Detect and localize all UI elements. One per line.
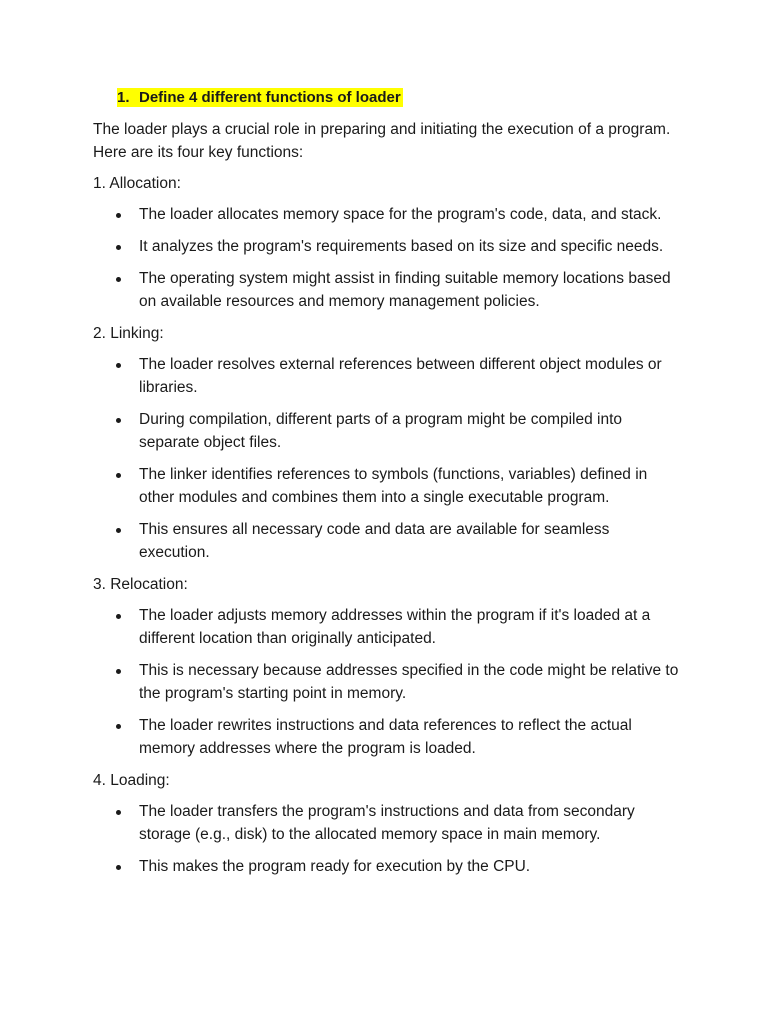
section-title: 2. Linking: xyxy=(93,325,164,342)
list-item-text: During compilation, different parts of a program might be compiled into separate object files. xyxy=(139,411,623,451)
list-item xyxy=(93,408,683,454)
list-item xyxy=(93,714,683,760)
bullet-icon xyxy=(116,810,121,815)
section-title: 4. Loading: xyxy=(93,772,170,789)
list-item xyxy=(93,604,683,650)
section-title: 1. Allocation: xyxy=(93,175,181,192)
list-item xyxy=(93,855,683,878)
bullet-icon xyxy=(116,473,121,478)
intro-paragraph: The loader plays a crucial role in preparing and initiating the execution of a program. Here are its four key functions: xyxy=(93,121,671,161)
bullet-icon xyxy=(116,363,121,368)
list-item-text: It analyzes the program's requirements based on its size and specific needs. xyxy=(139,238,664,255)
question-highlight xyxy=(117,88,403,107)
bullet-list xyxy=(93,800,683,878)
list-item xyxy=(93,800,683,846)
list-item xyxy=(93,659,683,705)
question-heading xyxy=(117,88,683,108)
bullet-icon xyxy=(116,865,121,870)
list-item-text: The loader allocates memory space for the program's code, data, and stack. xyxy=(139,206,662,223)
list-item-text: This is necessary because addresses specified in the code might be relative to the program's starting point in memory. xyxy=(139,662,679,702)
list-item xyxy=(93,235,683,258)
list-item xyxy=(93,267,683,313)
bullet-icon xyxy=(116,528,121,533)
list-item xyxy=(93,518,683,564)
list-item xyxy=(93,463,683,509)
bullet-icon xyxy=(116,213,121,218)
list-item-text: This makes the program ready for execution by the CPU. xyxy=(139,858,531,875)
list-item-text: The operating system might assist in finding suitable memory locations based on available resources and memory management policies. xyxy=(139,270,671,310)
bullet-icon xyxy=(116,245,121,250)
document-page xyxy=(93,88,683,887)
bullet-list xyxy=(93,353,683,564)
sections-container xyxy=(93,172,683,878)
question-text: Define 4 different functions of loader xyxy=(139,89,401,106)
bullet-icon xyxy=(116,669,121,674)
bullet-list xyxy=(93,604,683,760)
bullet-list xyxy=(93,203,683,313)
bullet-icon xyxy=(116,277,121,282)
bullet-icon xyxy=(116,614,121,619)
list-item-text: The linker identifies references to symbols (functions, variables) defined in other modules and combines them into a single executable program. xyxy=(139,466,648,506)
section-title: 3. Relocation: xyxy=(93,576,188,593)
bullet-icon xyxy=(116,418,121,423)
list-item-text: This ensures all necessary code and data are available for seamless execution. xyxy=(139,521,610,561)
list-item xyxy=(93,353,683,399)
bullet-icon xyxy=(116,724,121,729)
list-item xyxy=(93,203,683,226)
list-item-text: The loader transfers the program's instructions and data from secondary storage (e.g., disk) to the allocated memory space in main memory. xyxy=(139,803,635,843)
list-item-text: The loader resolves external references between different object modules or libraries. xyxy=(139,356,662,396)
list-item-text: The loader adjusts memory addresses within the program if it's loaded at a different location than originally anticipated. xyxy=(139,607,651,647)
question-number: 1. xyxy=(117,89,130,106)
list-item-text: The loader rewrites instructions and data references to reflect the actual memory addresses where the program is loaded. xyxy=(139,717,632,757)
